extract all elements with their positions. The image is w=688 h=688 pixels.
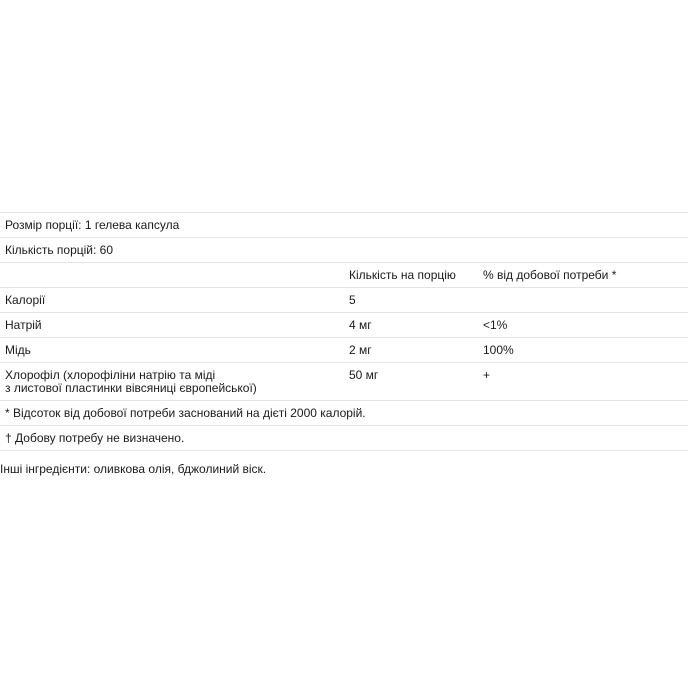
nutrient-daily-value: 100% [483, 343, 514, 357]
supplement-facts-table [0, 212, 688, 452]
table-row [0, 287, 688, 312]
serving-size: Розмір порції: 1 гелева капсула [5, 218, 180, 232]
table-row [0, 312, 688, 337]
nutrient-daily-value: <1% [483, 318, 508, 332]
servings-per-container: Кількість порцій: 60 [5, 243, 114, 257]
nutrient-amount: 50 мг [349, 368, 379, 382]
servings-per-container-row [0, 237, 688, 262]
daily-value-column-header: % від добової потреби * [483, 268, 617, 282]
nutrient-name: Натрій [5, 318, 42, 332]
nutrient-amount: 2 мг [349, 343, 372, 357]
table-row [0, 337, 688, 362]
nutrient-daily-value: + [483, 368, 491, 382]
footnote-daily-value-row [0, 400, 688, 425]
table-bottom-divider [0, 450, 688, 452]
nutrient-name [5, 369, 257, 395]
nutrient-name: Мідь [5, 343, 31, 357]
amount-column-header: Кількість на порцію [349, 268, 456, 282]
nutrient-amount: 5 [349, 293, 356, 307]
footnote-dagger: † Добову потребу не визначено. [5, 431, 185, 445]
other-ingredients: Інші інгредієнти: оливкова олія, бджолиний віск. [0, 462, 267, 476]
nutrient-name: Калорії [5, 293, 46, 307]
nutrient-amount: 4 мг [349, 318, 372, 332]
footnote-daily-value: * Відсоток від добової потреби заснований на дієті 2000 калорій. [5, 406, 366, 420]
serving-size-row [0, 212, 688, 237]
table-row [0, 362, 688, 400]
nutrient-name-line1: Хлорофіл (хлорофіліни натрію та міді [5, 368, 216, 382]
table-header-row [0, 262, 688, 287]
nutrient-name-line2: з листової пластинки вівсяниці європейської) [5, 381, 257, 395]
footnote-dagger-row [0, 425, 688, 450]
